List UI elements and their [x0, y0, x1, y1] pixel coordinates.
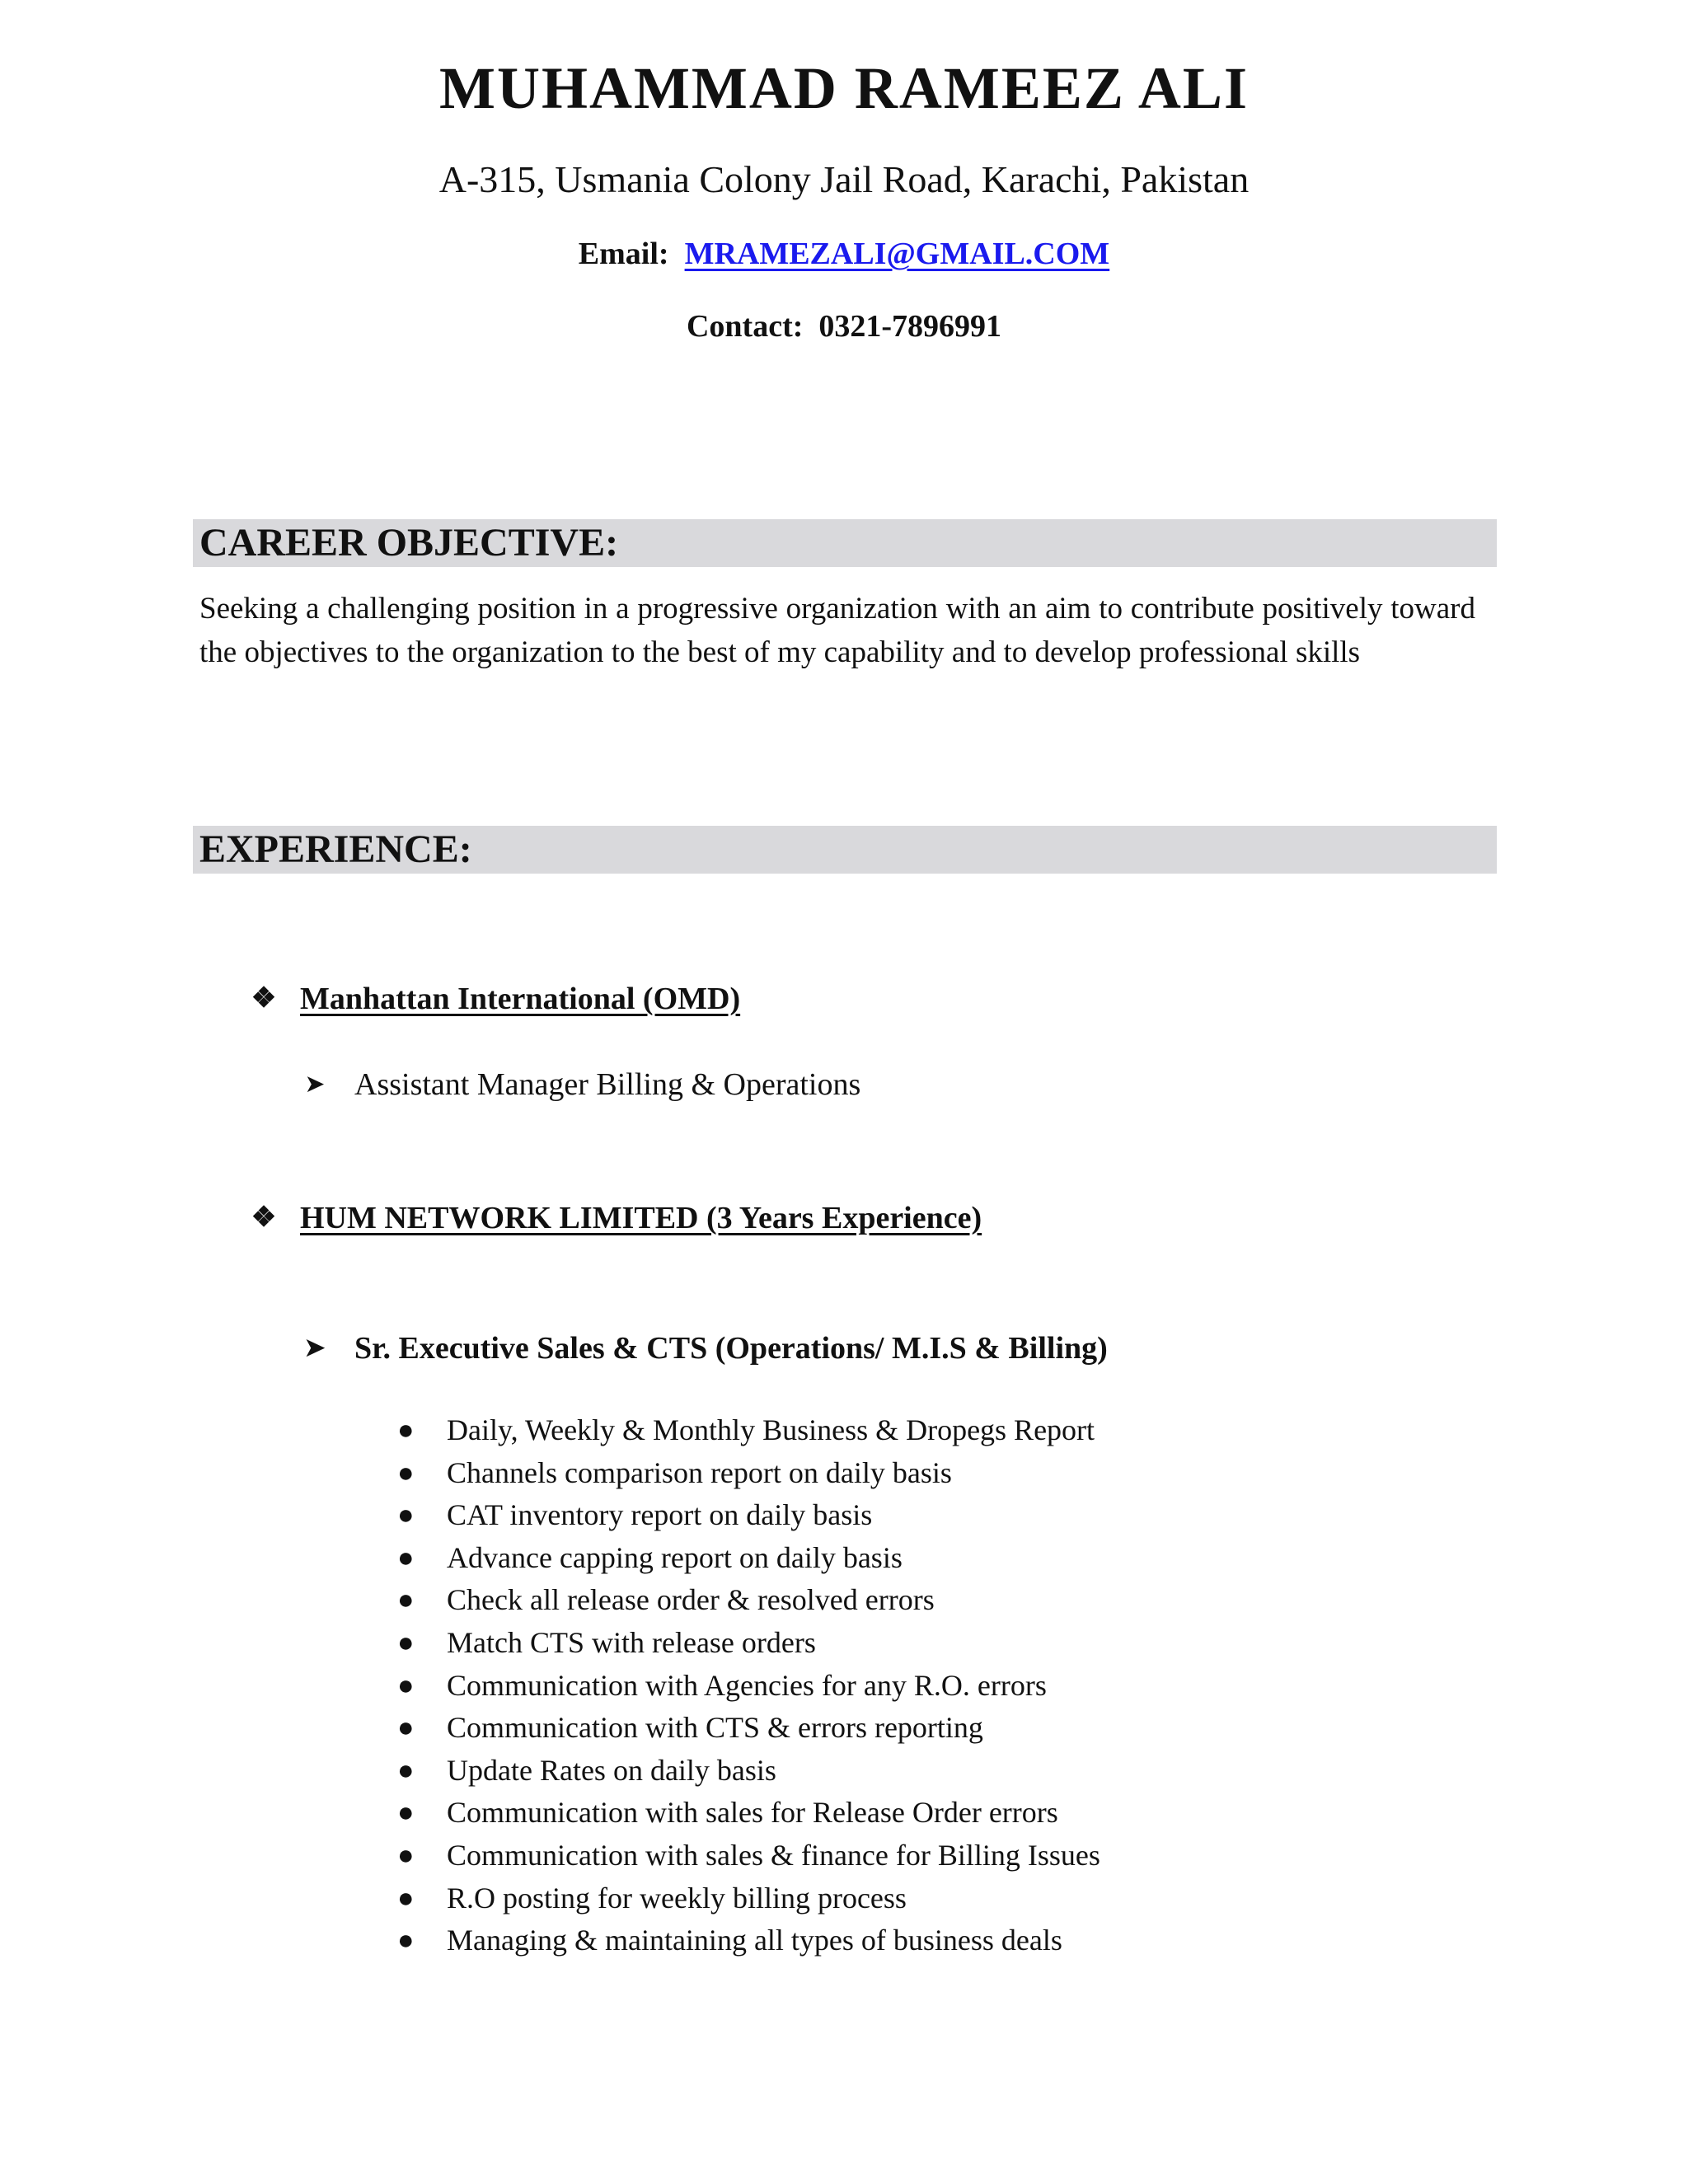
- role-title: Assistant Manager Billing & Operations: [354, 1067, 861, 1102]
- career-objective-header: [193, 519, 1497, 567]
- candidate-name: MUHAMMAD RAMEEZ ALI: [439, 55, 1249, 121]
- company-name: Manhattan International (OMD): [300, 982, 741, 1016]
- arrow-bullet-icon: ➤: [304, 1071, 326, 1098]
- dot-bullet-icon: ●: [397, 1415, 415, 1446]
- dot-bullet-icon: ●: [397, 1500, 415, 1531]
- dot-bullet-icon: ●: [397, 1882, 415, 1914]
- list-item: ● Communication with sales for Release Order errors: [392, 1792, 1100, 1835]
- role-hum-network: [300, 1325, 1108, 1371]
- dot-bullet-icon: ●: [397, 1542, 415, 1573]
- dot-bullet-icon: ●: [397, 1585, 415, 1616]
- career-objective-title: CAREER OBJECTIVE:: [199, 521, 619, 565]
- role-title: Sr. Executive Sales & CTS (Operations/ M.I.S & Billing): [354, 1331, 1108, 1366]
- contact-number: 0321-7896991: [818, 309, 1002, 344]
- list-item: ● Communication with CTS & errors reporting: [392, 1707, 1100, 1750]
- arrow-bullet-icon: ➤: [304, 1334, 326, 1361]
- dot-bullet-icon: ●: [397, 1627, 415, 1658]
- list-item: ● Check all release order & resolved errors: [392, 1579, 1100, 1622]
- experience-title: EXPERIENCE:: [199, 827, 472, 871]
- company-name: HUM NETWORK LIMITED (3 Years Experience): [300, 1201, 982, 1235]
- list-item: ● Communication with Agencies for any R.O. errors: [392, 1665, 1100, 1708]
- duties-list: [392, 1409, 1100, 1962]
- diamond-bullet-icon: ❖: [251, 1202, 277, 1233]
- career-objective-text: Seeking a challenging position in a progressive organization with an aim to contribute positively toward the objectives to the organization to the best of my capability and to develop professional skills: [199, 592, 1475, 669]
- role-manhattan: [300, 1062, 860, 1108]
- address: A-315, Usmania Colony Jail Road, Karachi, Pakistan: [438, 158, 1250, 200]
- dot-bullet-icon: ●: [397, 1670, 415, 1701]
- list-item: ● Match CTS with release orders: [392, 1622, 1100, 1665]
- list-item: ● Advance capping report on daily basis: [392, 1537, 1100, 1580]
- email-link[interactable]: MRAMEZALI@GMAIL.COM: [684, 237, 1110, 271]
- company-manhattan: [247, 976, 740, 1022]
- dot-bullet-icon: ●: [397, 1797, 415, 1829]
- dot-bullet-icon: ●: [397, 1755, 415, 1786]
- dot-bullet-icon: ●: [397, 1457, 415, 1488]
- contact-line: [0, 303, 1688, 349]
- list-item: ● R.O posting for weekly billing process: [392, 1877, 1100, 1920]
- diamond-bullet-icon: ❖: [251, 983, 277, 1014]
- dot-bullet-icon: ●: [397, 1713, 415, 1744]
- list-item: ● Communication with sales & finance for Billing Issues: [392, 1835, 1100, 1877]
- company-hum-network: [247, 1195, 982, 1241]
- list-item: ● Update Rates on daily basis: [392, 1750, 1100, 1793]
- list-item: ● CAT inventory report on daily basis: [392, 1494, 1100, 1537]
- dot-bullet-icon: ●: [397, 1925, 415, 1957]
- dot-bullet-icon: ●: [397, 1840, 415, 1871]
- experience-header: [193, 826, 1497, 874]
- contact-label: Contact:: [686, 309, 804, 344]
- email-label: Email:: [578, 237, 669, 271]
- email-line: [0, 231, 1688, 277]
- list-item: ● Daily, Weekly & Monthly Business & Dropegs Report: [392, 1409, 1100, 1452]
- list-item: ● Channels comparison report on daily basis: [392, 1452, 1100, 1495]
- list-item: ● Managing & maintaining all types of business deals: [392, 1919, 1100, 1962]
